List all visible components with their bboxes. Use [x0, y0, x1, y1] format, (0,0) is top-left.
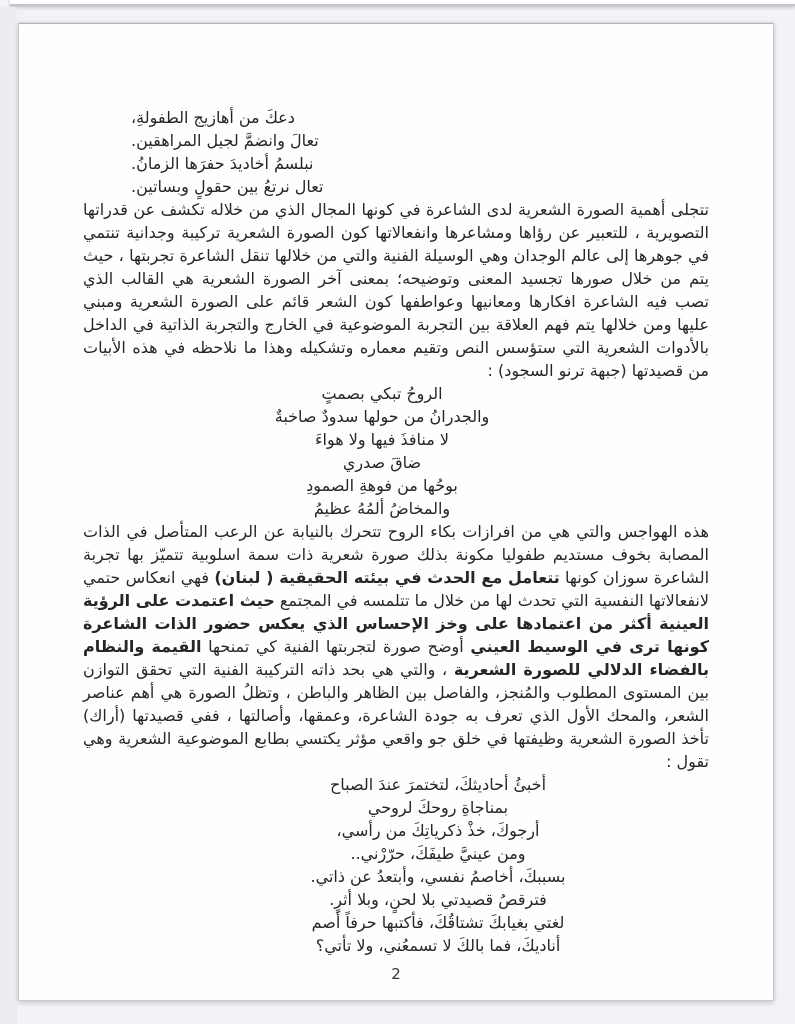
- poem-line: الروحُ تبكي بصمتٍ: [321, 384, 443, 403]
- poem-line: بمناجاةِ روحكَ لروحي: [367, 798, 509, 817]
- poem-line: بسببكَ، أخاصمُ نفسي، وأبتعدُ عن ذاتي.: [310, 867, 566, 886]
- text-segment: تتعامل مع الحدث في بيئته الحقيقية ( لبنان): [214, 568, 560, 587]
- poem-block-forehead-prostration: [69, 382, 695, 520]
- poem-line: أخبئُ أحاديثكَ، لتختمرَ عندَ الصباح: [329, 775, 547, 794]
- document-page: [18, 23, 774, 1001]
- page-number: 2: [391, 965, 401, 983]
- poem-block-childhood: [131, 106, 709, 198]
- page-content: [19, 24, 773, 986]
- text-segment: هذه الهواجس والتي هي من افرازات بكاء الروح تتحرك بالنيابة عن الرعب المتأصل في الذات المصابة بخوف مستديم طفوليا مكونة بذلك صورة شعرية ذات سمة اسلوبية تتميّز بها تجربة الشاعرة سوزان كونها: [83, 522, 710, 587]
- text-segment: حيث اعتمدت على الرؤية العينية أكثر من اعتمادها على وخز الإحساس الذي يعكس حضور الذات الشاعرة كونها ترى في الوسيط العيني: [83, 591, 710, 656]
- poem-line: لغتي بغيابكَ تشتاقُكَ، فأكتبها حرفاً أصم: [311, 913, 565, 932]
- poem-line: لا منافذَ فيها ولا هواءَ: [314, 430, 450, 449]
- poem-line: دعكَ من أهازيج الطفولةِ،: [131, 108, 295, 127]
- analysis-paragraph-2: [83, 520, 709, 773]
- poem-block-araka: [125, 773, 751, 957]
- poem-line: تعالَ وانضمَّ لجيل المراهقين.: [131, 131, 319, 150]
- previous-page-bottom-edge: [10, 0, 795, 6]
- analysis-paragraph-1: تتجلى أهمية الصورة الشعرية لدى الشاعرة في كونها المجال الذي من خلاله تكشف عن قدراتها التصويرية ، للتعبير عن رؤاها ومشاعرها وانفعالاتها كون الصورة الشعرية تركيبة وجدانية تنتمي في جوهرها إلى عالم الوجدان وهي الوسيلة الفنية والتي من خلالها تنقل الشاعرة تجربتها ، حيث يتم من خلال صورها تجسيد المعنى وتوضيحه؛ بمعنى آخر الصورة الشعرية هي القالب الذي تصب فيه الشاعرة افكارها ومعانيها وعواطفها كون الشعر قائم على الصورة الشعرية ومبني عليها ومن خلالها يتم فهم العلاقة بين التجربة الموضوعية في الخارج والتجربة الذاتية في الداخل بالأدوات الشعرية التي ستؤسس النص وتقيم معماره وتشكيله وهذا ما نلاحظه في هذه الأبيات من قصيدتها (جبهة ترنو السجود) :: [83, 200, 709, 380]
- poem-line: ضاقَ صدري: [342, 453, 422, 472]
- text-segment: فهي انعكاس حتمي لانفعالاتها النفسية التي تحدث لها من خلال ما تتلمسه في المجتمع: [83, 568, 709, 610]
- poem-line: ومن عينيَّ طيفَكَ، حرّرْني..: [350, 844, 526, 863]
- poem-line: نبلسمُ أخاديدَ حفرَها الزمانُ.: [131, 154, 314, 173]
- poem-line: تعال نرتعُ بين حقولٍ وبساتين.: [131, 177, 324, 196]
- poem-line: والجدرانُ من حولها سدودٌ صاخبةٌ: [274, 407, 490, 426]
- text-segment: القيمة والنظام بالفضاء الدلالي للصورة الشعرية: [83, 637, 709, 679]
- text-segment: أوضح صورة لتجربتها الفنية كي تمنحها: [201, 637, 471, 656]
- viewer-left-gutter: [0, 7, 17, 1024]
- poem-line: أناديكَ، فما بالكَ لا تسمعُني، ولا تأتي؟: [315, 936, 561, 955]
- poem-line: فترقصُ قصيدتي بلا لحنٍ، وبلا أثرٍ.: [329, 890, 547, 909]
- poem-line: أرجوكَ، خذْ ذكرياتِكَ من رأسي،: [336, 821, 540, 840]
- text-segment: ، والتي هي بحد ذاته التركيبة الفنية التي تحقق التوازن بين المستوى المطلوب والمُنجز، والفاصل بين الظاهر والباطن ، وتظلُ الصورة هي أهم عناصر الشعر، والمحك الأول الذي تعرف به جودة الشاعرة، وعمقها، وأصالتها ، ففي قصيدتها (أراك) تأخذ الصورة الشعرية وظيفتها في خلق جو واقعي مؤثر يكتسي بطابع الموضوعية الشعرية وهي تقول :: [83, 660, 709, 771]
- poem-line: بوحُها من فوهةِ الصمودِ: [306, 476, 458, 495]
- poem-line: والمخاضُ ألمُهُ عظيمُ: [313, 499, 451, 518]
